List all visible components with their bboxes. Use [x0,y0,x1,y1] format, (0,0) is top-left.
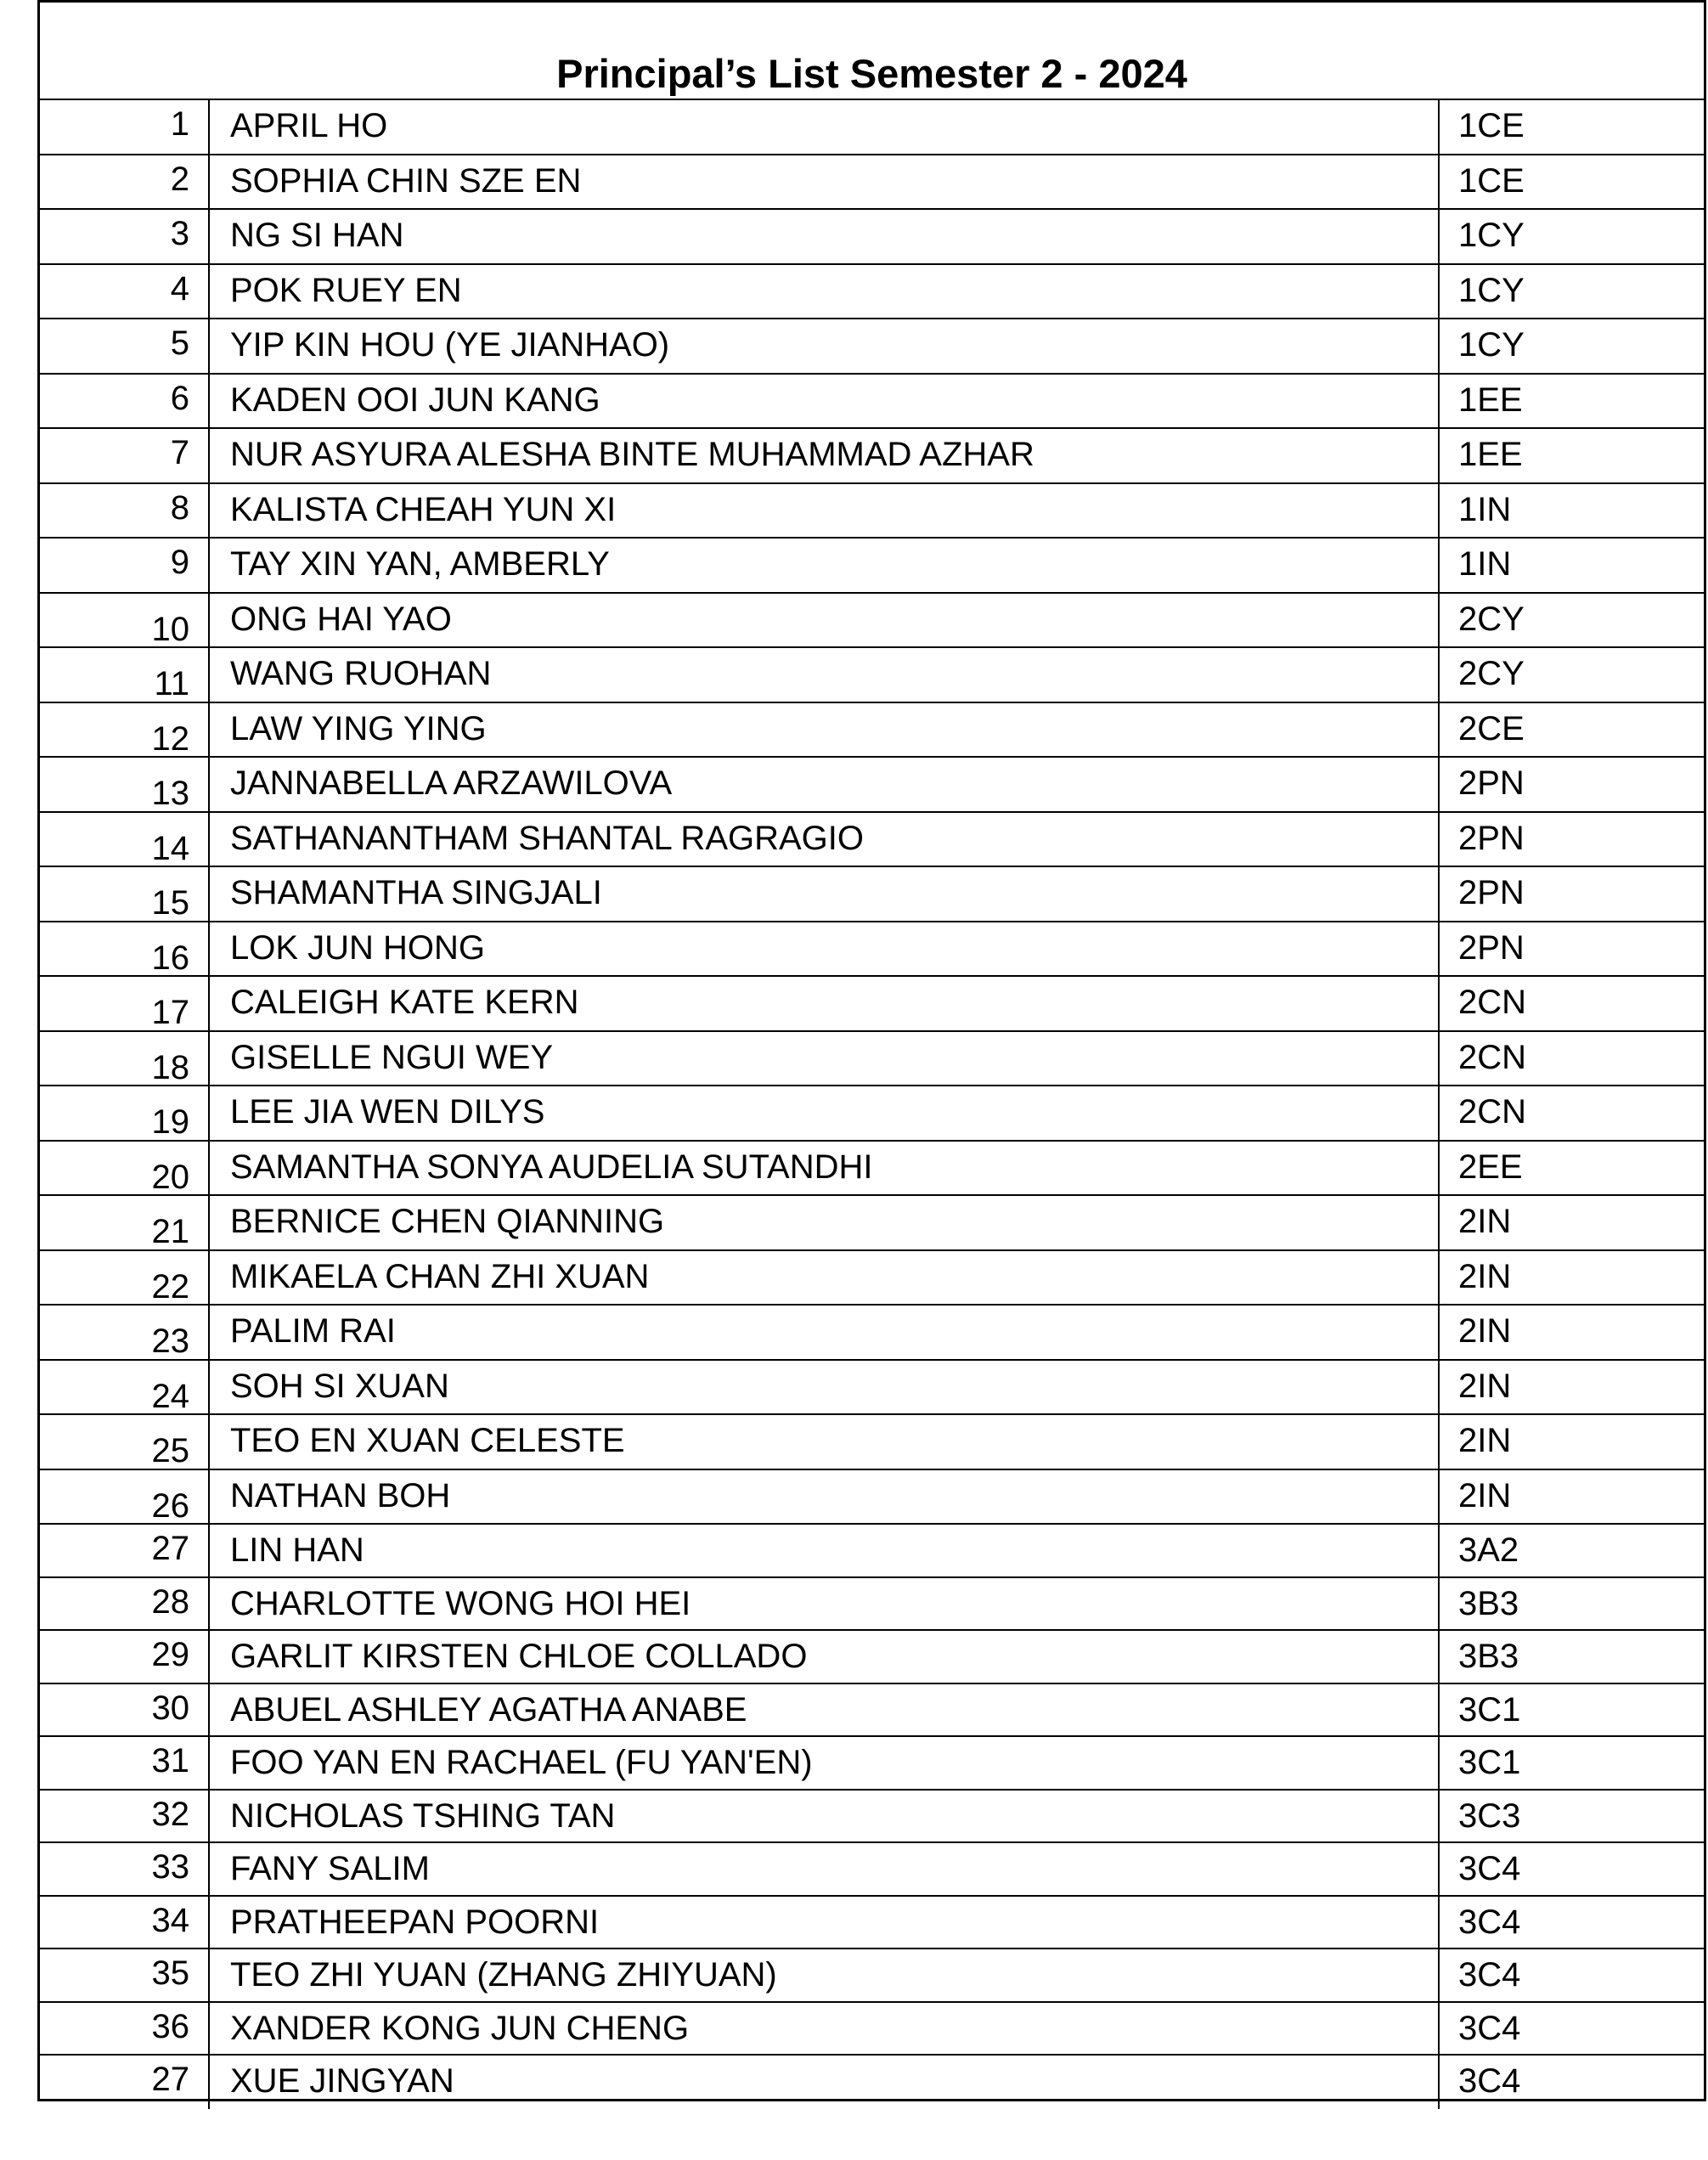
row-number: 16 [40,922,210,976]
student-name: FANY SALIM [210,1843,1440,1895]
student-name: NICHOLAS TSHING TAN [210,1791,1440,1842]
table-row [40,155,1704,211]
table-row [40,319,1704,375]
class-code: 2CN [1458,984,1527,1021]
table-row [40,1032,1704,1087]
student-name: NUR ASYURA ALESHA BINTE MUHAMMAD AZHAR [210,429,1440,482]
student-name: ONG HAI YAO [210,594,1440,647]
table-body [40,100,1704,2109]
row-number: 29 [40,1631,210,1683]
student-name: TEO EN XUAN CELESTE [210,1415,1440,1469]
class-code: 2PN [1458,764,1525,802]
student-name: WANG RUOHAN [210,648,1440,702]
table-row [40,1142,1704,1197]
student-name: TAY XIN YAN, AMBERLY [210,539,1440,592]
row-number: 34 [40,1897,210,1949]
student-name: GARLIT KIRSTEN CHLOE COLLADO [210,1631,1440,1683]
row-number: 18 [40,1032,210,1086]
table-row [40,594,1704,649]
student-name: LOK JUN HONG [210,922,1440,976]
student-name: SOH SI XUAN [210,1361,1440,1414]
row-number: 6 [40,375,210,428]
class-code: 2CN [1458,1093,1527,1131]
class-code: 2CY [1458,600,1525,638]
row-number: 2 [40,155,210,209]
table-row [40,703,1704,759]
class-code: 3C4 [1458,2009,1521,2047]
table-row [40,1470,1704,1526]
student-name: SOPHIA CHIN SZE EN [210,155,1440,209]
student-name: MIKAELA CHAN ZHI XUAN [210,1251,1440,1305]
row-number: 35 [40,1949,210,2001]
table-row [40,813,1704,868]
student-name: JANNABELLA ARZAWILOVA [210,758,1440,811]
student-name: TEO ZHI YUAN (ZHANG ZHIYUAN) [210,1949,1440,2001]
student-name: NATHAN BOH [210,1470,1440,1524]
table-row [40,100,1704,155]
table-row [40,1791,1704,1844]
student-name: POK RUEY EN [210,265,1440,319]
row-number: 7 [40,429,210,482]
row-number: 23 [40,1306,210,1359]
student-name: KADEN OOI JUN KANG [210,375,1440,428]
student-name: KALISTA CHEAH YUN XI [210,484,1440,538]
class-code: 2IN [1458,1203,1512,1240]
table-row [40,210,1704,265]
row-number: 17 [40,977,210,1030]
table-row [40,484,1704,539]
row-number: 26 [40,1470,210,1524]
class-code: 3C4 [1458,1956,1521,1994]
student-name: GISELLE NGUI WEY [210,1032,1440,1086]
class-code: 2CE [1458,709,1525,747]
student-name: APRIL HO [210,100,1440,154]
row-number: 19 [40,1086,210,1140]
table-row [40,1631,1704,1684]
class-code: 2PN [1458,819,1525,857]
row-number: 1 [40,100,210,154]
row-number: 10 [40,594,210,647]
row-number: 27 [40,2056,210,2109]
table-row [40,1525,1704,1578]
class-code: 1IN [1458,545,1512,583]
table-row [40,1196,1704,1251]
class-code: 2IN [1458,1422,1512,1459]
class-code: 2EE [1458,1148,1523,1186]
student-name: CHARLOTTE WONG HOI HEI [210,1578,1440,1630]
row-number: 3 [40,210,210,263]
class-code: 3C4 [1458,2062,1521,2100]
row-number: 24 [40,1361,210,1414]
class-code: 3B3 [1458,1638,1519,1675]
class-code: 1CY [1458,271,1525,309]
row-number: 31 [40,1737,210,1789]
table-row [40,2056,1704,2109]
table-row [40,1361,1704,1416]
class-code: 1CY [1458,217,1525,254]
student-name: XUE JINGYAN [210,2056,1440,2109]
student-name: FOO YAN EN RACHAEL (FU YAN'EN) [210,1737,1440,1789]
row-number: 25 [40,1415,210,1469]
table-row [40,429,1704,484]
student-name: ABUEL ASHLEY AGATHA ANABE [210,1684,1440,1736]
student-name: LIN HAN [210,1525,1440,1576]
table-row [40,539,1704,594]
row-number: 15 [40,867,210,921]
row-number: 33 [40,1843,210,1895]
class-code: 1CY [1458,326,1525,364]
table-row [40,2003,1704,2056]
row-number: 32 [40,1791,210,1842]
class-code: 2CN [1458,1038,1527,1076]
table-row [40,648,1704,703]
class-code: 3B3 [1458,1584,1519,1622]
row-number: 28 [40,1578,210,1630]
student-name: NG SI HAN [210,210,1440,263]
row-number: 22 [40,1251,210,1305]
class-code: 2IN [1458,1257,1512,1295]
table-row [40,375,1704,430]
table-row [40,1737,1704,1791]
class-code: 2PN [1458,874,1525,911]
student-name: BERNICE CHEN QIANNING [210,1196,1440,1249]
row-number: 11 [40,648,210,702]
class-code: 1CE [1458,107,1525,144]
table-row [40,1949,1704,2003]
table-row [40,867,1704,922]
student-name: SHAMANTHA SINGJALI [210,867,1440,921]
table-row [40,1086,1704,1142]
table-row [40,977,1704,1032]
class-code: 3C1 [1458,1744,1521,1781]
class-code: 1CE [1458,161,1525,200]
class-code: 3C4 [1458,1850,1521,1887]
class-code: 3C1 [1458,1690,1521,1729]
table-row [40,1578,1704,1632]
class-code: 1IN [1458,490,1512,528]
table-row [40,265,1704,320]
row-number: 36 [40,2003,210,2055]
row-number: 9 [40,539,210,592]
class-code: 2IN [1458,1312,1512,1350]
row-number: 30 [40,1684,210,1736]
class-code: 2IN [1458,1367,1512,1405]
student-name: LAW YING YING [210,703,1440,757]
student-name: PRATHEEPAN POORNI [210,1897,1440,1949]
student-name: YIP KIN HOU (YE JIANHAO) [210,319,1440,373]
row-number: 21 [40,1196,210,1249]
table-row [40,1415,1704,1470]
class-code: 2PN [1458,928,1525,967]
table-row [40,922,1704,978]
student-name: CALEIGH KATE KERN [210,977,1440,1030]
class-code: 3C3 [1458,1796,1521,1835]
table-row [40,1843,1704,1897]
class-code: 2CY [1458,655,1525,692]
student-name: XANDER KONG JUN CHENG [210,2003,1440,2055]
row-number: 8 [40,484,210,538]
class-code: 1EE [1458,381,1523,419]
table-row [40,1306,1704,1361]
class-code: 3A2 [1458,1531,1519,1569]
row-number: 27 [40,1525,210,1576]
table-row [40,758,1704,813]
row-number: 12 [40,703,210,757]
student-name: PALIM RAI [210,1306,1440,1359]
table-row [40,1897,1704,1950]
student-name: LEE JIA WEN DILYS [210,1086,1440,1140]
principals-list-table [37,0,1706,2101]
table-row [40,1684,1704,1738]
student-name: SAMANTHA SONYA AUDELIA SUTANDHI [210,1142,1440,1195]
page-title: Principal’s List Semester 2 - 2024 [556,51,1187,96]
class-code: 3C4 [1458,1903,1521,1941]
row-number: 13 [40,758,210,811]
row-number: 4 [40,265,210,319]
student-name: SATHANANTHAM SHANTAL RAGRAGIO [210,813,1440,866]
row-number: 5 [40,319,210,373]
table-row [40,1251,1704,1306]
class-code: 1EE [1458,436,1523,473]
row-number: 20 [40,1142,210,1195]
class-code: 2IN [1458,1476,1512,1514]
row-number: 14 [40,813,210,866]
title-row [40,3,1704,100]
